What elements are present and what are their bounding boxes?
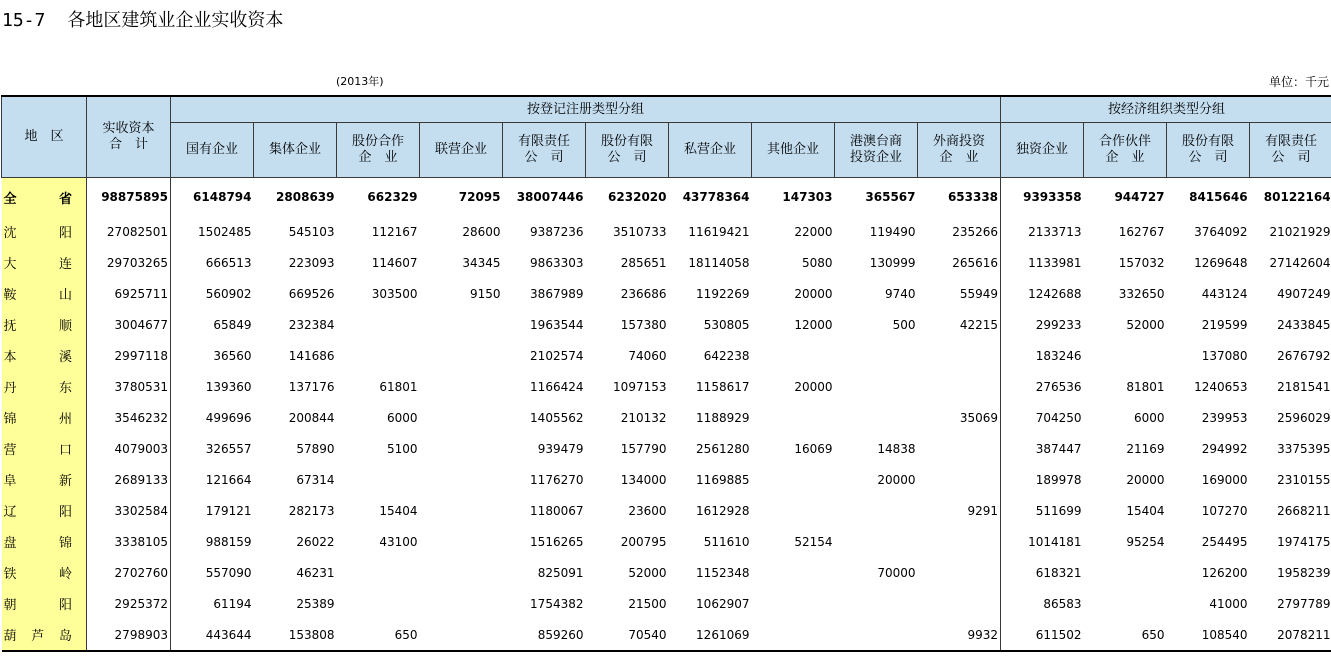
value-cell <box>420 464 503 495</box>
value-cell: 119490 <box>869 224 916 239</box>
value-cell <box>918 433 1001 464</box>
value-cell: 9291 <box>918 495 1001 526</box>
value-cell: 9863303 <box>530 255 584 270</box>
sub-header-row <box>2 123 1331 178</box>
table-row <box>2 495 1331 526</box>
value-cell: 294992 <box>1201 441 1248 456</box>
value-cell <box>835 340 918 371</box>
value-cell: 57890 <box>296 441 335 456</box>
value-cell: 74060 <box>628 348 667 363</box>
value-cell: 2797789 <box>1277 596 1331 611</box>
value-cell: 9393358 <box>1023 190 1082 204</box>
value-cell: 121664 <box>205 472 252 487</box>
value-cell: 46231 <box>296 565 335 580</box>
value-cell <box>420 402 503 433</box>
region-cell: 辽阳 <box>2 495 87 526</box>
value-cell <box>752 402 835 433</box>
value-cell: 1014181 <box>1028 534 1082 549</box>
year-label: (2013年) <box>336 75 384 88</box>
value-cell: 61194 <box>213 596 252 611</box>
value-cell: 2596029 <box>1277 410 1331 425</box>
header-col-registration: 港澳台商 投资企业 <box>835 123 918 178</box>
value-cell: 5080 <box>801 255 833 270</box>
total-cell: 3546232 <box>87 402 171 433</box>
value-cell: 3764092 <box>1194 224 1248 239</box>
value-cell: 1166424 <box>530 379 584 394</box>
table-row <box>2 464 1331 495</box>
value-cell <box>420 340 503 371</box>
value-cell: 669526 <box>288 286 335 301</box>
region-cell: 铁岭 <box>2 557 87 588</box>
value-cell: 23600 <box>628 503 667 518</box>
value-cell: 65849 <box>213 317 252 332</box>
value-cell: 52154 <box>794 534 833 549</box>
region-cell: 阜新 <box>2 464 87 495</box>
value-cell: 55949 <box>918 278 1001 309</box>
value-cell: 276536 <box>1035 379 1082 394</box>
value-cell: 944727 <box>1114 190 1165 204</box>
value-cell <box>337 464 420 495</box>
page-title <box>2 6 283 32</box>
region-cell: 抚顺 <box>2 309 87 340</box>
value-cell: 80122164 <box>1263 190 1331 204</box>
value-cell: 67314 <box>296 472 335 487</box>
value-cell: 387447 <box>1035 441 1082 456</box>
header-group-registration: 按登记注册类型分组 <box>171 96 1001 123</box>
region-cell: 全省 <box>2 178 87 217</box>
value-cell: 6000 <box>1134 410 1165 425</box>
value-cell <box>337 557 420 588</box>
value-cell: 210132 <box>620 410 667 425</box>
value-cell: 21169 <box>1126 441 1165 456</box>
value-cell: 2181541 <box>1277 379 1331 394</box>
value-cell: 107270 <box>1201 503 1248 518</box>
value-cell: 20000 <box>794 379 833 394</box>
value-cell: 3867989 <box>530 286 584 301</box>
value-cell: 4907249 <box>1277 286 1331 301</box>
value-cell: 232384 <box>288 317 335 332</box>
value-cell <box>918 340 1001 371</box>
region-cell: 本溪 <box>2 340 87 371</box>
value-cell: 114607 <box>371 255 418 270</box>
table-row <box>2 247 1331 278</box>
header-region: 地 区 <box>2 96 87 178</box>
value-cell: 2102574 <box>530 348 584 363</box>
total-cell: 6925711 <box>87 278 171 309</box>
table-row <box>2 433 1331 464</box>
value-cell: 112167 <box>371 224 418 239</box>
value-cell: 21500 <box>628 596 667 611</box>
value-cell <box>918 557 1001 588</box>
value-cell: 1188929 <box>696 410 750 425</box>
value-cell: 1242688 <box>1028 286 1082 301</box>
value-cell: 16069 <box>794 441 833 456</box>
value-cell: 1169885 <box>696 472 750 487</box>
value-cell: 666513 <box>205 255 252 270</box>
table-row <box>2 402 1331 433</box>
value-cell: 42215 <box>918 309 1001 340</box>
value-cell: 108540 <box>1167 619 1250 651</box>
header-col-registration: 联营企业 <box>420 123 503 178</box>
value-cell: 25389 <box>296 596 335 611</box>
value-cell: 12000 <box>794 317 833 332</box>
total-cell: 3338105 <box>87 526 171 557</box>
value-cell: 939479 <box>537 441 584 456</box>
value-cell: 134000 <box>620 472 667 487</box>
region-cell: 盘锦 <box>2 526 87 557</box>
table-row <box>2 216 1331 247</box>
value-cell: 15404 <box>379 503 418 518</box>
value-cell: 235266 <box>918 216 1001 247</box>
value-cell: 332650 <box>1118 286 1165 301</box>
value-cell <box>337 309 420 340</box>
value-cell: 130999 <box>869 255 916 270</box>
value-cell: 2676792 <box>1277 348 1331 363</box>
value-cell: 35069 <box>918 402 1001 433</box>
region-cell: 朝阳 <box>2 588 87 619</box>
value-cell: 36560 <box>213 348 252 363</box>
value-cell: 1133981 <box>1028 255 1082 270</box>
value-cell <box>918 464 1001 495</box>
value-cell: 15404 <box>1126 503 1165 518</box>
value-cell: 6148794 <box>193 190 252 204</box>
value-cell <box>752 619 835 651</box>
value-cell: 662329 <box>367 190 418 204</box>
value-cell: 2668211 <box>1277 503 1331 518</box>
value-cell: 162767 <box>1118 224 1165 239</box>
table-row <box>2 278 1331 309</box>
value-cell <box>337 588 420 619</box>
value-cell <box>918 588 1001 619</box>
value-cell: 43778364 <box>682 190 750 204</box>
value-cell: 183246 <box>1035 348 1082 363</box>
value-cell: 653338 <box>918 178 1001 217</box>
value-cell <box>835 371 918 402</box>
value-cell: 157032 <box>1118 255 1165 270</box>
value-cell: 2133713 <box>1028 224 1082 239</box>
value-cell: 299233 <box>1035 317 1082 332</box>
region-cell: 沈阳 <box>2 216 87 247</box>
value-cell: 265616 <box>918 247 1001 278</box>
total-cell: 4079003 <box>87 433 171 464</box>
value-cell: 1158617 <box>696 379 750 394</box>
table-row <box>2 178 1331 217</box>
header-col-registration: 集体企业 <box>254 123 337 178</box>
capital-table <box>1 95 1331 652</box>
value-cell: 1754382 <box>530 596 584 611</box>
value-cell <box>752 340 835 371</box>
header-col-registration: 其他企业 <box>752 123 835 178</box>
header-col-economic: 合作伙伴 企 业 <box>1084 123 1167 178</box>
value-cell: 2808639 <box>276 190 335 204</box>
value-cell: 34345 <box>462 255 501 270</box>
value-cell: 3510733 <box>613 224 667 239</box>
value-cell: 1192269 <box>696 286 750 301</box>
value-cell: 179121 <box>205 503 252 518</box>
total-cell: 2798903 <box>87 619 171 651</box>
value-cell: 28600 <box>462 224 501 239</box>
total-cell: 2997118 <box>87 340 171 371</box>
value-cell: 21021929 <box>1269 224 1331 239</box>
header-group-economic: 按经济组织类型分组 <box>1001 96 1331 123</box>
value-cell: 126200 <box>1201 565 1248 580</box>
value-cell: 443124 <box>1201 286 1248 301</box>
value-cell: 3375395 <box>1277 441 1331 456</box>
value-cell: 618321 <box>1035 565 1082 580</box>
value-cell: 545103 <box>288 224 335 239</box>
value-cell: 1516265 <box>530 534 584 549</box>
total-cell: 2702760 <box>87 557 171 588</box>
table-row <box>2 619 1331 651</box>
value-cell: 200844 <box>288 410 335 425</box>
value-cell: 1502485 <box>198 224 252 239</box>
total-cell: 2925372 <box>87 588 171 619</box>
value-cell: 141686 <box>288 348 335 363</box>
value-cell <box>420 371 503 402</box>
header-total: 实收资本 合 计 <box>87 96 171 178</box>
value-cell <box>918 371 1001 402</box>
value-cell: 38007446 <box>516 190 584 204</box>
header-col-registration: 股份合作 企 业 <box>337 123 420 178</box>
value-cell: 18114058 <box>688 255 750 270</box>
table-row <box>2 340 1331 371</box>
value-cell: 2078211 <box>1250 619 1331 651</box>
value-cell <box>835 619 918 651</box>
header-col-registration: 股份有限 公 司 <box>586 123 669 178</box>
value-cell: 511699 <box>1035 503 1082 518</box>
value-cell <box>752 464 835 495</box>
value-cell: 157380 <box>620 317 667 332</box>
value-cell: 1062907 <box>696 596 750 611</box>
value-cell: 1269648 <box>1194 255 1248 270</box>
value-cell: 511610 <box>703 534 750 549</box>
header-col-registration: 私营企业 <box>669 123 752 178</box>
header-col-registration: 有限责任 公 司 <box>503 123 586 178</box>
value-cell: 9740 <box>884 286 916 301</box>
value-cell: 86583 <box>1043 596 1082 611</box>
region-cell: 鞍山 <box>2 278 87 309</box>
table-header <box>2 96 1331 178</box>
value-cell: 1097153 <box>613 379 667 394</box>
value-cell: 61801 <box>379 379 418 394</box>
value-cell: 43100 <box>379 534 418 549</box>
value-cell: 157790 <box>620 441 667 456</box>
value-cell: 223093 <box>288 255 335 270</box>
value-cell: 6000 <box>386 410 418 425</box>
value-cell: 1261069 <box>669 619 752 651</box>
value-cell: 27142604 <box>1269 255 1331 270</box>
value-cell: 1152348 <box>696 565 750 580</box>
table-body <box>2 178 1331 652</box>
value-cell: 254495 <box>1201 534 1248 549</box>
value-cell: 650 <box>1084 619 1167 651</box>
table-row <box>2 557 1331 588</box>
value-cell: 139360 <box>205 379 252 394</box>
value-cell: 1240653 <box>1194 379 1248 394</box>
value-cell: 9932 <box>918 619 1001 651</box>
value-cell <box>420 526 503 557</box>
value-cell: 137176 <box>288 379 335 394</box>
header-col-economic: 股份有限 公 司 <box>1167 123 1250 178</box>
value-cell <box>752 588 835 619</box>
region-cell: 营口 <box>2 433 87 464</box>
value-cell: 2561280 <box>696 441 750 456</box>
value-cell <box>420 619 503 651</box>
value-cell: 147303 <box>782 190 833 204</box>
value-cell: 2433845 <box>1277 317 1331 332</box>
total-cell: 3302584 <box>87 495 171 526</box>
table-row <box>2 371 1331 402</box>
value-cell: 1176270 <box>530 472 584 487</box>
header-col-economic: 有限责任 公 司 <box>1250 123 1331 178</box>
value-cell: 9150 <box>469 286 501 301</box>
value-cell: 2310155 <box>1277 472 1331 487</box>
value-cell <box>835 495 918 526</box>
table-row <box>2 588 1331 619</box>
value-cell <box>420 433 503 464</box>
value-cell: 169000 <box>1201 472 1248 487</box>
header-col-economic: 独资企业 <box>1001 123 1084 178</box>
value-cell: 52000 <box>1126 317 1165 332</box>
value-cell: 825091 <box>537 565 584 580</box>
value-cell: 1612928 <box>696 503 750 518</box>
region-cell: 葫芦岛 <box>2 619 87 651</box>
value-cell: 236686 <box>620 286 667 301</box>
value-cell: 8415646 <box>1189 190 1248 204</box>
value-cell <box>752 495 835 526</box>
value-cell <box>835 526 918 557</box>
value-cell: 200795 <box>620 534 667 549</box>
table-row <box>2 309 1331 340</box>
value-cell: 303500 <box>371 286 418 301</box>
value-cell <box>420 557 503 588</box>
value-cell: 650 <box>337 619 420 651</box>
value-cell: 95254 <box>1126 534 1165 549</box>
total-cell: 29703265 <box>87 247 171 278</box>
value-cell: 499696 <box>205 410 252 425</box>
total-cell: 3780531 <box>87 371 171 402</box>
table-row <box>2 526 1331 557</box>
value-cell: 14838 <box>877 441 916 456</box>
unit-label: 单位：千元 <box>1268 75 1329 89</box>
value-cell: 9387236 <box>530 224 584 239</box>
value-cell: 611502 <box>1001 619 1084 651</box>
value-cell: 1405562 <box>530 410 584 425</box>
value-cell: 26022 <box>296 534 335 549</box>
value-cell <box>420 495 503 526</box>
value-cell: 72095 <box>458 190 501 204</box>
total-cell: 3004677 <box>87 309 171 340</box>
value-cell: 41000 <box>1209 596 1248 611</box>
value-cell: 1180067 <box>530 503 584 518</box>
value-cell <box>420 309 503 340</box>
region-cell: 大连 <box>2 247 87 278</box>
region-cell: 锦州 <box>2 402 87 433</box>
value-cell: 530805 <box>703 317 750 332</box>
value-cell: 704250 <box>1035 410 1082 425</box>
value-cell: 239953 <box>1201 410 1248 425</box>
total-cell: 2689133 <box>87 464 171 495</box>
value-cell: 219599 <box>1201 317 1248 332</box>
table-number: 15-7 <box>2 10 46 31</box>
value-cell: 560902 <box>205 286 252 301</box>
value-cell: 153808 <box>254 619 337 651</box>
value-cell: 557090 <box>205 565 252 580</box>
value-cell <box>337 340 420 371</box>
total-cell: 98875895 <box>87 178 171 217</box>
value-cell: 70540 <box>586 619 669 651</box>
value-cell: 52000 <box>628 565 667 580</box>
value-cell <box>1084 340 1167 371</box>
value-cell: 1958239 <box>1277 565 1331 580</box>
value-cell <box>752 557 835 588</box>
value-cell: 285651 <box>620 255 667 270</box>
value-cell: 859260 <box>503 619 586 651</box>
value-cell: 1974175 <box>1277 534 1331 549</box>
value-cell: 20000 <box>1126 472 1165 487</box>
value-cell: 282173 <box>288 503 335 518</box>
value-cell <box>835 402 918 433</box>
value-cell: 988159 <box>205 534 252 549</box>
value-cell <box>1084 557 1167 588</box>
value-cell: 70000 <box>877 565 916 580</box>
value-cell <box>835 588 918 619</box>
value-cell: 22000 <box>794 224 833 239</box>
value-cell: 5100 <box>386 441 418 456</box>
value-cell: 81801 <box>1126 379 1165 394</box>
value-cell: 189978 <box>1035 472 1082 487</box>
region-cell: 丹东 <box>2 371 87 402</box>
value-cell: 443644 <box>171 619 254 651</box>
value-cell: 6232020 <box>608 190 667 204</box>
value-cell <box>918 526 1001 557</box>
value-cell: 20000 <box>794 286 833 301</box>
value-cell <box>420 588 503 619</box>
value-cell: 500 <box>892 317 916 332</box>
value-cell: 642238 <box>703 348 750 363</box>
value-cell: 365567 <box>865 190 916 204</box>
value-cell: 137080 <box>1201 348 1248 363</box>
value-cell: 20000 <box>877 472 916 487</box>
value-cell <box>1084 588 1167 619</box>
value-cell: 326557 <box>205 441 252 456</box>
value-cell: 11619421 <box>688 224 750 239</box>
header-col-registration: 国有企业 <box>171 123 254 178</box>
total-cell: 27082501 <box>87 216 171 247</box>
table-title: 各地区建筑业企业实收资本 <box>67 10 284 31</box>
header-col-registration: 外商投资 企 业 <box>918 123 1001 178</box>
value-cell: 1963544 <box>530 317 584 332</box>
